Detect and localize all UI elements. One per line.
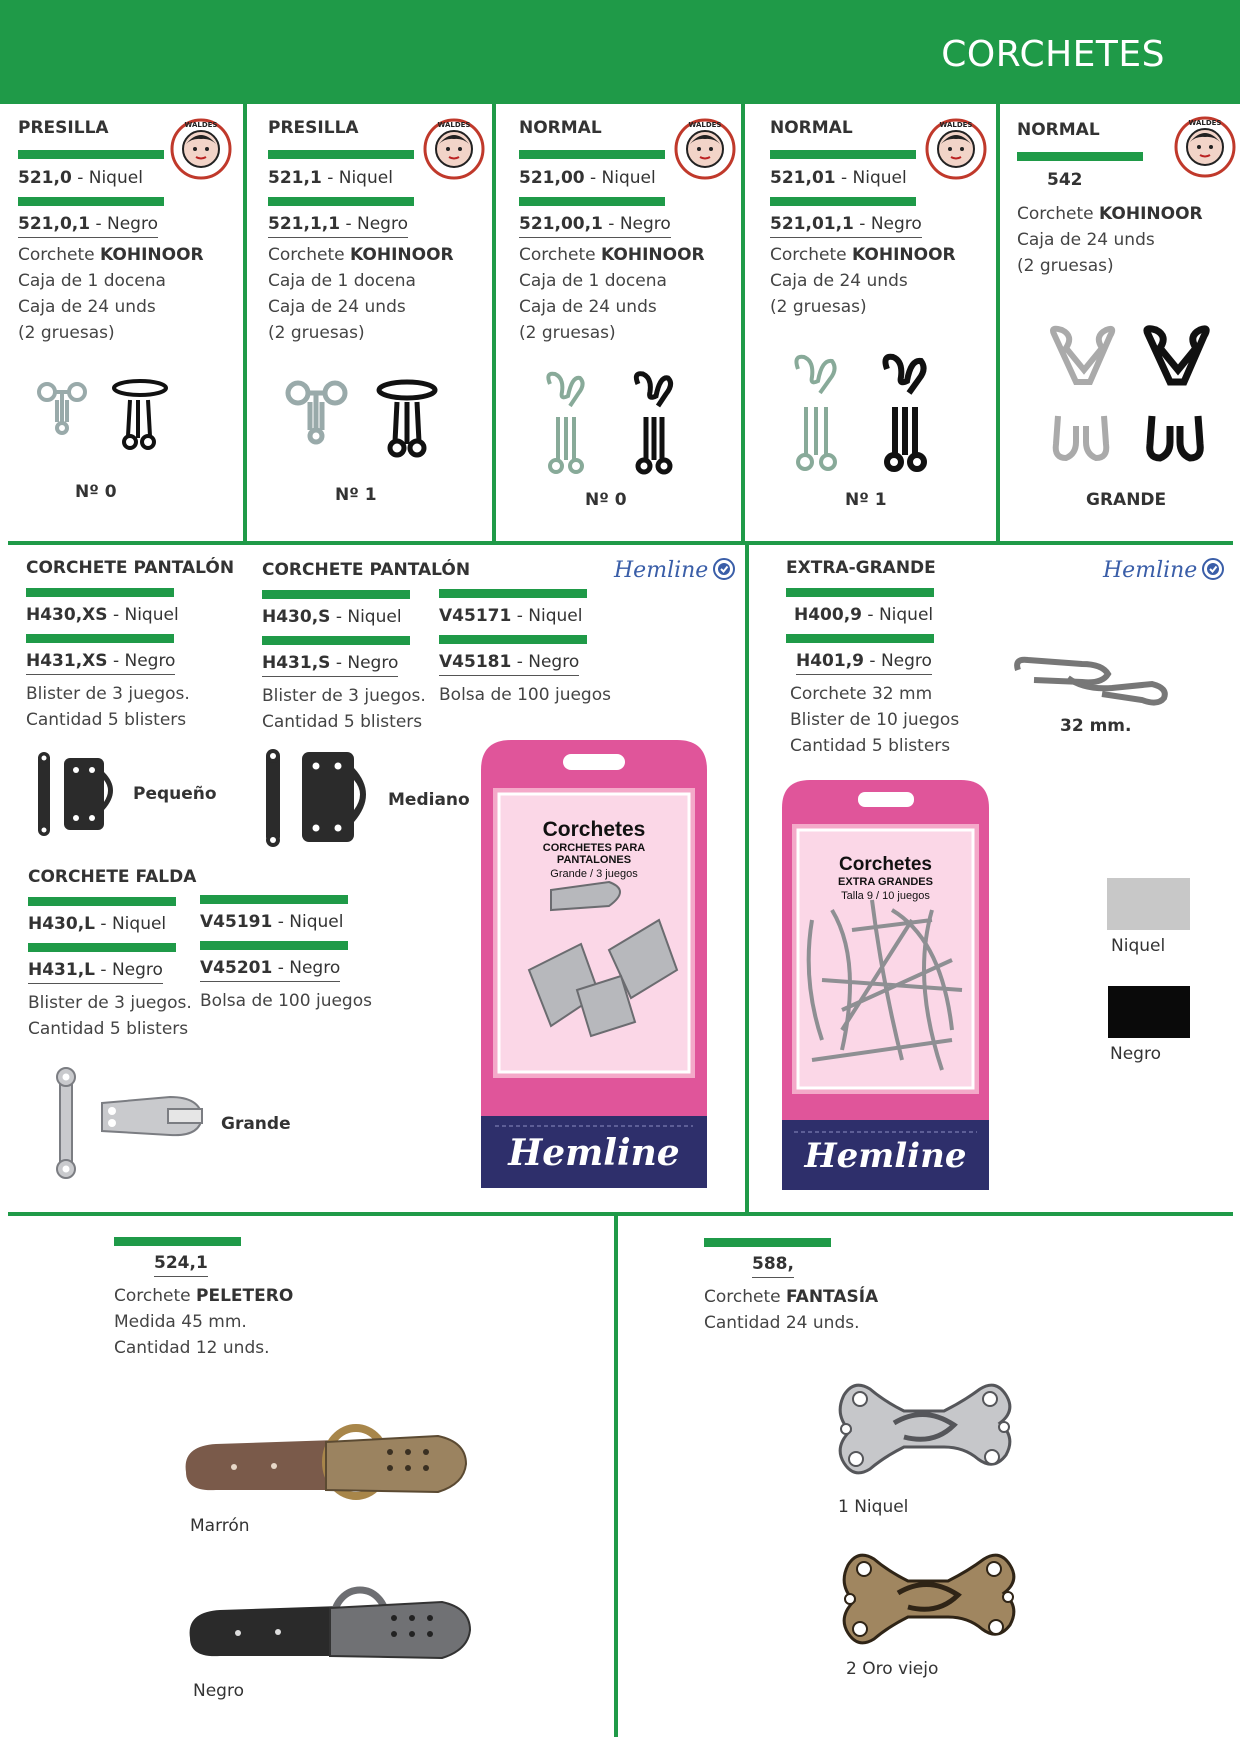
- kohinoor-logo: [1174, 116, 1236, 178]
- green-bar: [786, 634, 934, 643]
- divider: [8, 541, 1233, 545]
- size-label: Nº 0: [585, 490, 627, 510]
- product-detail: Bolsa de 100 juegos: [439, 685, 611, 705]
- size-label: Grande: [221, 1114, 291, 1134]
- product-detail: Cantidad 5 blisters: [790, 736, 951, 756]
- blister-sub: Grande / 3 juegos: [550, 868, 638, 880]
- hemline-logo: Hemline: [1103, 558, 1198, 583]
- swatch-label: Niquel: [1111, 936, 1166, 956]
- code-black: H401,9 - Negro: [786, 650, 1026, 675]
- swatch-label: Negro: [1110, 1044, 1161, 1064]
- code-nickel: 521,01 - Niquel: [770, 168, 907, 188]
- green-bar: [519, 150, 665, 159]
- svg-text:WALDES: WALDES: [437, 121, 471, 129]
- skirt-hook-image: [50, 1065, 210, 1185]
- product-detail: Caja de 1 docena: [18, 271, 166, 291]
- green-bar: [704, 1238, 831, 1247]
- product-detail: Caja de 24 unds: [519, 297, 657, 317]
- product-detail: Caja de 24 unds: [18, 297, 156, 317]
- blister-sub: EXTRA GRANDES: [838, 876, 933, 888]
- blister-brand: Corchetes: [839, 854, 932, 875]
- green-bar: [770, 150, 916, 159]
- product-detail: Cantidad 12 unds.: [114, 1338, 270, 1358]
- hook-image-black: [628, 372, 678, 484]
- product-detail: (2 gruesas): [18, 323, 115, 343]
- product-detail: Cantidad 24 unds.: [704, 1313, 860, 1333]
- swatch-nickel: [1107, 878, 1190, 930]
- code-nickel: 521,0 - Niquel: [18, 168, 143, 188]
- code-nickel: H430,S - Niquel: [262, 607, 402, 627]
- code-nickel: V45171 - Niquel: [439, 606, 583, 626]
- code-main: 524,1: [114, 1252, 414, 1277]
- green-bar: [262, 636, 410, 645]
- leather-hook-black-image: [180, 1578, 480, 1678]
- divider: [741, 104, 745, 542]
- hook-image-nickel: [788, 355, 844, 485]
- variant-label: 1 Niquel: [838, 1497, 909, 1517]
- code-nickel: 521,00 - Niquel: [519, 168, 656, 188]
- pants-hook-small-image: [32, 752, 124, 836]
- green-bar: [786, 588, 934, 597]
- size-label: 32 mm.: [1060, 716, 1132, 736]
- green-bar: [200, 941, 348, 950]
- code-black: H431,S - Negro: [262, 652, 452, 677]
- size-label: Pequeño: [133, 784, 217, 804]
- pants-hook-medium-image: [258, 748, 378, 848]
- kohinoor-logo: [925, 118, 987, 180]
- green-bar: [439, 635, 587, 644]
- card-title: NORMAL: [519, 118, 602, 138]
- kohinoor-logo: [674, 118, 736, 180]
- product-detail: Bolsa de 100 juegos: [200, 991, 372, 1011]
- hook-image-nickel: [285, 380, 355, 450]
- size-label: GRANDE: [1086, 490, 1167, 510]
- green-bar: [18, 150, 164, 159]
- green-bar: [268, 197, 414, 206]
- code-black: 521,01,1 - Negro: [770, 213, 990, 238]
- product-desc: Corchete KOHINOOR: [18, 245, 204, 265]
- swatch-black: [1108, 986, 1190, 1038]
- code-main: 588,: [704, 1253, 1004, 1278]
- product-detail: Blister de 3 juegos.: [28, 993, 192, 1013]
- card-title: NORMAL: [1017, 120, 1100, 140]
- kohinoor-logo: [423, 118, 485, 180]
- falda-bag-card: [200, 895, 370, 1014]
- green-bar: [519, 197, 665, 206]
- falda-card: [28, 867, 203, 1042]
- product-desc: Corchete KOHINOOR: [770, 245, 956, 265]
- code-nickel: H430,XS - Niquel: [26, 605, 179, 625]
- page-header: [0, 0, 1240, 104]
- blister-brand: Corchetes: [542, 818, 646, 841]
- product-detail: Blister de 10 juegos: [790, 710, 960, 730]
- product-detail: Corchete 32 mm: [790, 684, 933, 704]
- code-nickel: 521,1 - Niquel: [268, 168, 393, 188]
- variant-label: Negro: [193, 1681, 244, 1701]
- divider: [243, 104, 247, 542]
- green-bar: [268, 150, 414, 159]
- product-desc: Corchete KOHINOOR: [268, 245, 454, 265]
- blister-sub: Talla 9 / 10 juegos: [841, 890, 930, 902]
- hook-image-nickel: [35, 380, 95, 440]
- green-bar: [200, 895, 348, 904]
- product-detail: Cantidad 5 blisters: [28, 1019, 189, 1039]
- product-desc: Corchete PELETERO: [114, 1286, 294, 1306]
- svg-text:WALDES: WALDES: [939, 121, 973, 129]
- product-detail: Medida 45 mm.: [114, 1312, 247, 1332]
- pantalon-bag-card: [439, 589, 614, 708]
- card-title: NORMAL: [770, 118, 853, 138]
- green-bar: [770, 197, 916, 206]
- product-detail: (2 gruesas): [519, 323, 616, 343]
- blister-footer-logo: Hemline: [804, 1136, 967, 1176]
- divider: [614, 1212, 618, 1737]
- card-title: EXTRA-GRANDE: [786, 558, 936, 578]
- product-detail: Caja de 1 docena: [519, 271, 667, 291]
- green-bar: [28, 897, 176, 906]
- code-black: V45201 - Negro: [200, 957, 370, 982]
- card-title: CORCHETE PANTALÓN: [262, 560, 471, 580]
- code-black: H431,L - Negro: [28, 959, 203, 984]
- code-black: 521,00,1 - Negro: [519, 213, 739, 238]
- product-detail: Caja de 24 unds: [1017, 230, 1155, 250]
- divider: [492, 104, 496, 542]
- code-nickel: H400,9 - Niquel: [794, 605, 934, 625]
- fancy-hook-nickel-image: [824, 1375, 1024, 1485]
- variant-label: Marrón: [190, 1516, 250, 1536]
- card-title: CORCHETE PANTALÓN: [26, 558, 235, 578]
- product-detail: (2 gruesas): [1017, 256, 1114, 276]
- hook-image-nickel: [1046, 326, 1116, 476]
- divider: [8, 1212, 1233, 1216]
- code-black: H431,XS - Negro: [26, 650, 251, 675]
- product-detail: Cantidad 5 blisters: [262, 712, 423, 732]
- green-bar: [1017, 152, 1143, 161]
- green-bar: [114, 1237, 241, 1246]
- product-desc: Corchete KOHINOOR: [519, 245, 705, 265]
- kohinoor-logo: [170, 118, 232, 180]
- variant-label: 2 Oro viejo: [846, 1659, 939, 1679]
- product-detail: Caja de 1 docena: [268, 271, 416, 291]
- divider: [996, 104, 1000, 542]
- code-black: 521,1,1 - Negro: [268, 213, 488, 238]
- svg-text:WALDES: WALDES: [184, 121, 218, 129]
- hook-image-black: [877, 355, 933, 485]
- pantalon-medium-card: [262, 560, 471, 735]
- quality-badge-icon: [1202, 558, 1224, 580]
- code-black: V45181 - Negro: [439, 651, 614, 676]
- product-desc: Corchete FANTASÍA: [704, 1287, 879, 1307]
- card-title: PRESILLA: [18, 118, 109, 138]
- product-desc: Corchete KOHINOOR: [1017, 204, 1203, 224]
- green-bar: [28, 943, 176, 952]
- green-bar: [262, 590, 410, 599]
- hemline-logo: Hemline: [614, 558, 709, 583]
- pantalon-small-card: [26, 558, 251, 733]
- blister-footer-logo: Hemline: [508, 1132, 680, 1174]
- peletero-card: [114, 1237, 414, 1361]
- blister-pack-pantalon: [481, 740, 707, 1188]
- hook-image-nickel: [540, 372, 590, 484]
- product-detail: Caja de 24 unds: [268, 297, 406, 317]
- page-title: CORCHETES: [941, 34, 1165, 75]
- product-detail: (2 gruesas): [770, 297, 867, 317]
- size-label: Nº 1: [845, 490, 887, 510]
- hook-image-black: [1140, 326, 1210, 476]
- green-bar: [18, 197, 164, 206]
- svg-text:WALDES: WALDES: [1188, 119, 1222, 127]
- code-nickel: H430,L - Niquel: [28, 914, 167, 934]
- hook-image-black: [375, 378, 445, 468]
- green-bar: [26, 588, 174, 597]
- code-black: 521,0,1 - Negro: [18, 213, 238, 238]
- extra-grande-card: [786, 558, 1026, 759]
- fancy-hook-gold-image: [828, 1545, 1028, 1655]
- product-detail: Blister de 3 juegos.: [26, 684, 190, 704]
- green-bar: [439, 589, 587, 598]
- size-label: Nº 0: [75, 482, 117, 502]
- card-title: PRESILLA: [268, 118, 359, 138]
- blister-sub: CORCHETES PARA: [542, 842, 646, 854]
- blister-pack-extra-grande: [782, 780, 989, 1190]
- product-detail: Cantidad 5 blisters: [26, 710, 187, 730]
- green-bar: [26, 634, 174, 643]
- card-title: CORCHETE FALDA: [28, 867, 197, 887]
- divider: [745, 541, 749, 1216]
- code-nickel: 542: [1047, 170, 1083, 190]
- product-detail: (2 gruesas): [268, 323, 365, 343]
- hook-32mm-image: [1012, 650, 1172, 710]
- leather-hook-brown-image: [176, 1412, 476, 1512]
- fantasia-card: [704, 1238, 1004, 1336]
- quality-badge-icon: [713, 558, 735, 580]
- product-detail: Caja de 24 unds: [770, 271, 908, 291]
- svg-text:WALDES: WALDES: [688, 121, 722, 129]
- blister-sub: PANTALONES: [556, 854, 632, 866]
- hook-image-black: [110, 378, 170, 458]
- size-label: Nº 1: [335, 485, 377, 505]
- product-detail: Blister de 3 juegos.: [262, 686, 426, 706]
- code-nickel: V45191 - Niquel: [200, 912, 344, 932]
- size-label: Mediano: [388, 790, 470, 810]
